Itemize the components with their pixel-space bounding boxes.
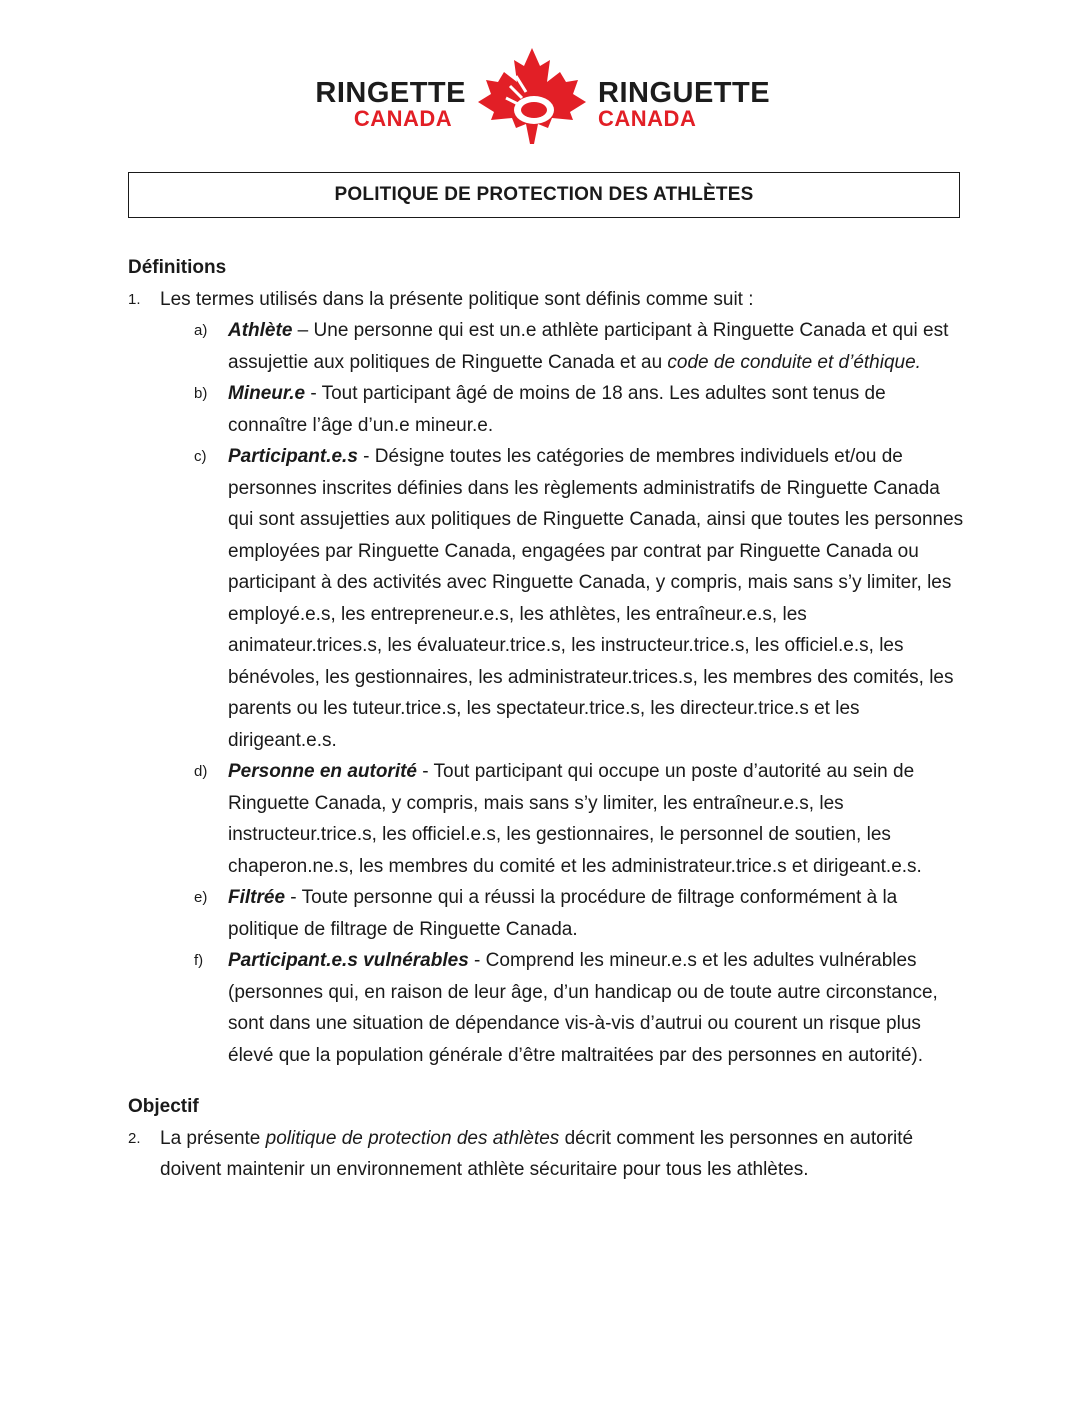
definition-text <box>228 882 964 945</box>
definition-description: - Comprend les mineur.e.s et les adultes vulnérables (personnes qui, en raison de leur âge, d’un handicap ou de toute autre circonstance, sont dans une situation de dépendance vis-à-vis d’autrui ou courent un risque plus élevé que la population générale d’être maltraitées par des personnes en autorité). <box>228 950 938 1066</box>
definition-term: Participant.e.s <box>228 446 358 467</box>
document-title-box <box>128 172 960 218</box>
logo-french-word: RINGUETTE <box>598 77 771 109</box>
definition-item <box>194 315 964 378</box>
definition-description: – Une personne qui est un.e athlète participant à Ringuette Canada et qui est assujettie aux politiques de Ringuette Canada et au <box>228 320 949 373</box>
definition-term: Mineur.e <box>228 383 306 404</box>
definition-letter: e) <box>194 889 208 906</box>
definition-text <box>228 756 964 882</box>
logo-french-wordmark <box>598 78 788 130</box>
definition-item <box>194 945 964 1071</box>
clause-number: 1. <box>128 290 141 308</box>
logo-english-wordmark <box>300 78 466 130</box>
definition-item <box>194 378 964 441</box>
objective-text-end: décrit comment les personnes en autorité doivent maintenir un environnement athlète sécuritaire pour tous les athlètes. <box>160 1127 914 1180</box>
organization-logo <box>0 46 1088 146</box>
definition-item <box>194 756 964 882</box>
definition-description: - Désigne toutes les catégories de membres individuels et/ou de personnes inscrites définies dans les règlements administratifs de Ringuette Canada qui sont assujetties aux politiques de Ringuette Canada, ainsi que toutes les personnes employées par Ringuette Canada, engagées par contrat par Ringuette Canada ou participant à des activités avec Ringuette Canada, y compris, mais sans s’y limiter, les employé.e.s, les entrepreneur.e.s, les athlètes, les entraîneur.e.s, les animateur.trices.s, les évaluateur.trice.s, les instructeur.trice.s, les officiel.e.s, les bénévoles, les gestionnaires, les administrateur.trices.s, les membres des comités, les parents ou les tuteur.trice.s, les spectateur.trice.s, les directeur.trice.s et les dirigeant.e.s. <box>228 446 964 751</box>
definition-description: - Toute personne qui a réussi la procédure de filtrage conformément à la politique de filtrage de Ringuette Canada. <box>228 887 898 940</box>
definition-item <box>194 441 964 756</box>
definition-italic: code de conduite et d’éthique. <box>667 351 921 373</box>
definitions-list <box>194 315 964 1071</box>
clause-text: Les termes utilisés dans la présente politique sont définis comme suit : <box>160 288 754 310</box>
definition-letter: a) <box>194 322 208 339</box>
document-body <box>128 252 964 1186</box>
definition-text <box>228 441 964 756</box>
definition-term: Filtrée <box>228 887 286 908</box>
definition-letter: d) <box>194 763 208 780</box>
definition-text <box>228 378 964 441</box>
definition-term: Personne en autorité <box>228 761 417 782</box>
definitions-heading: Définitions <box>128 257 227 278</box>
objective-text-start: La présente <box>160 1127 266 1149</box>
objective-policy-name: politique de protection des athlètes <box>265 1127 560 1149</box>
logo-english-sub: CANADA <box>353 106 453 131</box>
logo-french-sub: CANADA <box>598 106 697 131</box>
clause-number: 2. <box>128 1129 141 1147</box>
maple-leaf-ringette-ring-icon <box>474 46 590 146</box>
clause-1 <box>128 284 964 316</box>
definition-term: Participant.e.s vulnérables <box>228 950 469 971</box>
definition-term: Athlète <box>228 320 293 341</box>
logo-english-word: RINGETTE <box>315 77 466 109</box>
definition-letter: f) <box>194 952 204 969</box>
definition-letter: c) <box>194 448 207 465</box>
definition-description: - Tout participant âgé de moins de 18 ans. Les adultes sont tenus de connaître l’âge d’un.e mineur.e. <box>228 383 886 436</box>
document-title: POLITIQUE DE PROTECTION DES ATHLÈTES <box>334 184 754 205</box>
objective-heading: Objectif <box>128 1096 199 1117</box>
clause-text <box>160 1123 964 1186</box>
definition-text <box>228 945 964 1071</box>
clause-2 <box>128 1123 964 1186</box>
definition-item <box>194 882 964 945</box>
definition-text <box>228 315 964 378</box>
definition-description: - Tout participant qui occupe un poste d’autorité au sein de Ringuette Canada, y compris, mais sans s’y limiter, les entraîneur.e.s, les instructeur.trice.s, les officiel.e.s, les gestionnaires, le personnel de soutien, les chaperon.ne.s, les membres du comité et les administrateur.trice.s et dirigeant.e.s. <box>228 761 922 877</box>
definition-letter: b) <box>194 385 208 402</box>
